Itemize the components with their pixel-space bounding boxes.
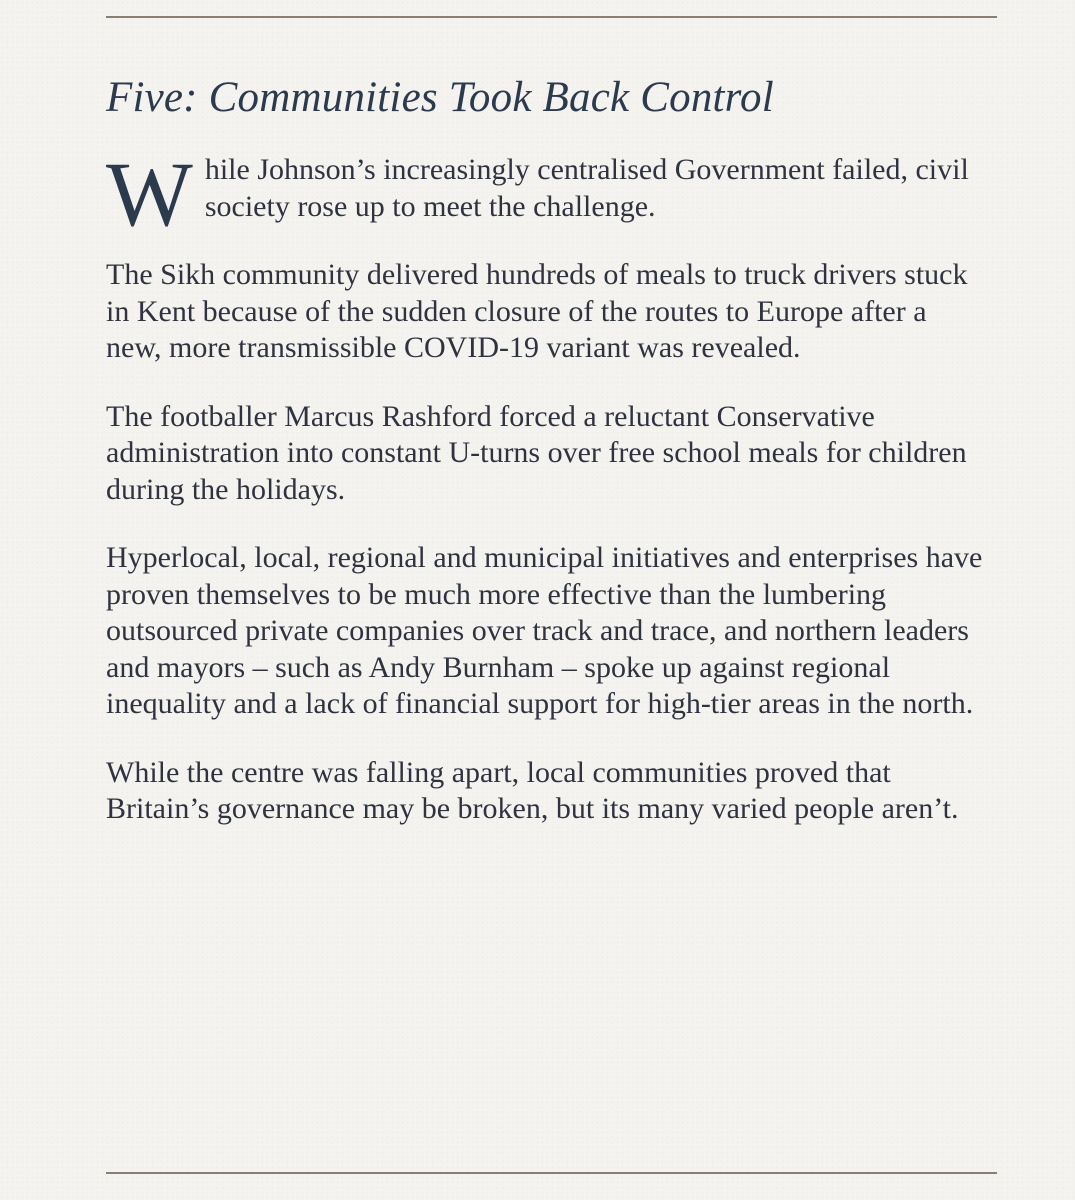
- intro-text: hile Johnson’s increasingly centralised Government failed, civil society rose up to meet the challenge.: [204, 153, 969, 223]
- drop-cap: W: [106, 143, 193, 245]
- paragraph-sikh-community: The Sikh community delivered hundreds of meals to truck drivers stuck in Kent because of the sudden closure of the routes to Europe after a new, more transmissible COVID-19 variant was revealed.: [106, 258, 968, 364]
- section-heading: Five: Communities Took Back Control: [106, 74, 774, 121]
- top-divider: [106, 16, 997, 18]
- paragraph-intro: [106, 143, 986, 245]
- article-section: [106, 70, 986, 828]
- paragraph-marcus-rashford: The footballer Marcus Rashford forced a reluctant Conservative administration into constant U-turns over free school meals for children during the holidays.: [106, 399, 967, 506]
- paragraph-local-initiatives: Hyperlocal, local, regional and municipal initiatives and enterprises have proven themselves to be much more effective than the lumbering outsourced private companies over track and trace, and northern leaders and mayors – such as Andy Burnham – spoke up against regional inequality and a lack of financial support for high-tier areas in the north.: [106, 541, 983, 720]
- paragraph-conclusion: While the centre was falling apart, local communities proved that Britain’s governance may be broken, but its many varied people aren’t.: [106, 755, 959, 825]
- bottom-divider: [106, 1172, 997, 1174]
